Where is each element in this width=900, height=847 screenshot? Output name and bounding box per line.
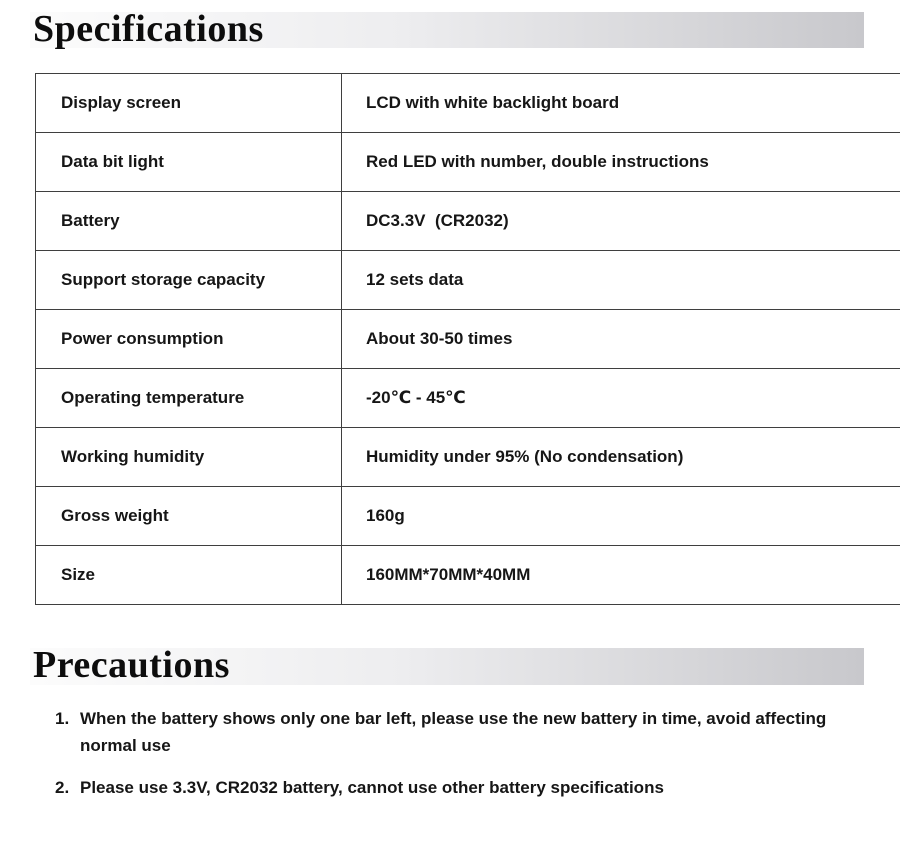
spec-label: Size [36,546,342,605]
spec-label: Display screen [36,74,342,133]
table-row [36,546,900,605]
spec-label: Data bit light [36,133,342,192]
precaution-number: 1. [55,709,70,728]
spec-value: DC3.3V (CR2032) [342,192,900,251]
spec-value: LCD with white backlight board [342,74,900,133]
precautions-list [55,705,863,801]
spec-value: 12 sets data [342,251,900,310]
spec-label: Operating temperature [36,369,342,428]
spec-value: About 30-50 times [342,310,900,369]
spec-value: 160g [342,487,900,546]
precaution-text: When the battery shows only one bar left, please use the new battery in time, avoid affecting normal use [80,709,827,755]
table-row [36,192,900,251]
spec-value: Red LED with number, double instructions [342,133,900,192]
precaution-number: 2. [55,778,70,797]
table-row [36,369,900,428]
spec-value: -20℃ - 45℃ [342,369,900,428]
table-row [36,251,900,310]
precaution-item [55,705,863,759]
table-row [36,133,900,192]
precaution-text: Please use 3.3V, CR2032 battery, cannot use other battery specifications [80,778,664,797]
precaution-item [55,774,863,801]
table-row [36,428,900,487]
spec-label: Power consumption [36,310,342,369]
spec-value: Humidity under 95% (No condensation) [342,428,900,487]
table-row [36,487,900,546]
spec-label: Support storage capacity [36,251,342,310]
spec-label: Battery [36,192,342,251]
spec-value: 160MM*70MM*40MM [342,546,900,605]
specifications-title: Specifications [33,8,264,50]
specifications-table [35,73,900,605]
table-row [36,310,900,369]
table-row [36,74,900,133]
spec-label: Gross weight [36,487,342,546]
precautions-title: Precautions [33,644,230,686]
spec-label: Working humidity [36,428,342,487]
